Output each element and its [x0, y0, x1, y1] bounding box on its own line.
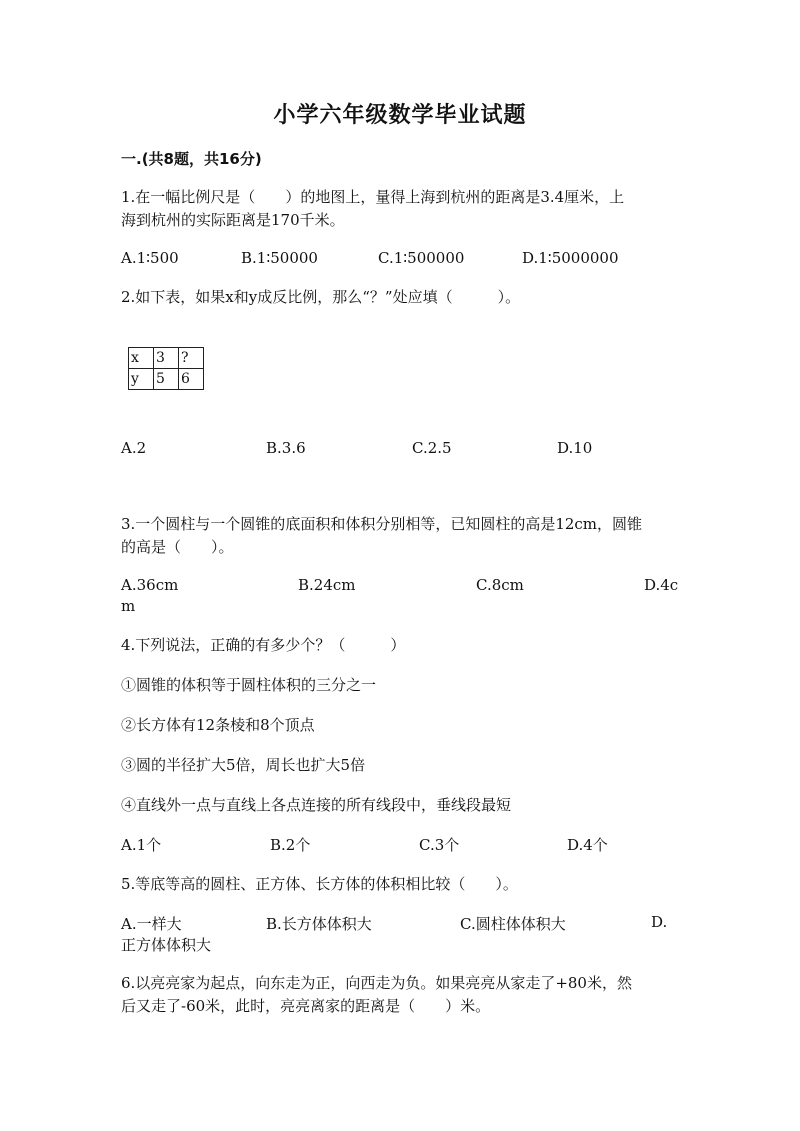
- table-cell: 5: [154, 369, 179, 390]
- question-1-option-a[interactable]: A.1∶500: [121, 249, 179, 267]
- question-4-text-line-1: 4.下列说法，正确的有多少个？（ ）: [121, 636, 406, 654]
- question-4-statement-3: ③圆的半径扩大5倍，周长也扩大5倍: [121, 756, 366, 774]
- question-5-option-c[interactable]: C.圆柱体体积大: [460, 915, 566, 933]
- table-cell: y: [129, 369, 154, 390]
- table-cell: ?: [179, 348, 204, 369]
- question-6-text-line-1: 6.以亮亮家为起点，向东走为正，向西走为负。如果亮亮从家走了+80米，然: [121, 974, 632, 992]
- question-4-option-a[interactable]: A.1个: [121, 836, 162, 854]
- question-3-option-c[interactable]: C.8cm: [476, 576, 524, 594]
- question-3-option-a[interactable]: A.36cm: [121, 576, 179, 594]
- question-1-text-line-2: 海到杭州的实际距离是170千米。: [121, 211, 345, 229]
- question-4-statement-4: ④直线外一点与直线上各点连接的所有线段中，垂线段最短: [121, 796, 512, 814]
- question-3-text-line-1: 3.一个圆柱与一个圆锥的底面积和体积分别相等，已知圆柱的高是12cm，圆锥: [121, 515, 643, 533]
- table-row: [129, 348, 204, 369]
- xy-table: [128, 347, 204, 390]
- question-2-option-c[interactable]: C.2.5: [412, 439, 452, 457]
- question-5-text-line-1: 5.等底等高的圆柱、正方体、长方体的体积相比较（ ）。: [121, 875, 518, 893]
- page-title: 小学六年级数学毕业试题: [273, 103, 527, 128]
- question-5-option-b[interactable]: B.长方体体积大: [266, 915, 372, 933]
- question-5-option-d[interactable]: D.: [651, 913, 668, 931]
- question-4-statement-1: ①圆锥的体积等于圆柱体积的三分之一: [121, 676, 377, 694]
- question-3-option-b[interactable]: B.24cm: [298, 576, 356, 594]
- question-6-text-line-2: 后又走了-60米，此时，亮亮离家的距离是（ ）米。: [121, 997, 491, 1015]
- question-4-option-b[interactable]: B.2个: [270, 836, 311, 854]
- question-1-option-b[interactable]: B.1∶50000: [241, 249, 318, 267]
- question-2-option-b[interactable]: B.3.6: [266, 439, 306, 457]
- question-1-text-line-1: 1.在一幅比例尺是（ ）的地图上，量得上海到杭州的距离是3.4厘米，上: [121, 188, 625, 206]
- question-2-option-a[interactable]: A.2: [121, 439, 147, 457]
- question-4-option-c[interactable]: C.3个: [419, 836, 460, 854]
- question-1-option-d[interactable]: D.1∶5000000: [522, 249, 619, 267]
- section-heading: 一.(共8题，共16分): [121, 150, 262, 168]
- question-3-text-line-2: 的高是（ ）。: [121, 538, 234, 556]
- table-cell: x: [129, 348, 154, 369]
- question-3-option-d[interactable]: D.4c: [644, 576, 679, 594]
- table-row: [129, 369, 204, 390]
- question-2-option-d[interactable]: D.10: [557, 439, 593, 457]
- question-1-option-c[interactable]: C.1∶500000: [378, 249, 465, 267]
- question-2-text-line-1: 2.如下表，如果x和y成反比例，那么“？”处应填（ ）。: [121, 288, 521, 306]
- question-4-option-d[interactable]: D.4个: [567, 836, 608, 854]
- question-3-option-d-wrap: m: [121, 597, 136, 615]
- question-5-option-d-wrap: 正方体体积大: [121, 936, 212, 954]
- question-4-statement-2: ②长方体有12条棱和8个顶点: [121, 716, 315, 734]
- table-cell: 3: [154, 348, 179, 369]
- table-cell: 6: [179, 369, 204, 390]
- question-5-option-a[interactable]: A.一样大: [121, 915, 182, 933]
